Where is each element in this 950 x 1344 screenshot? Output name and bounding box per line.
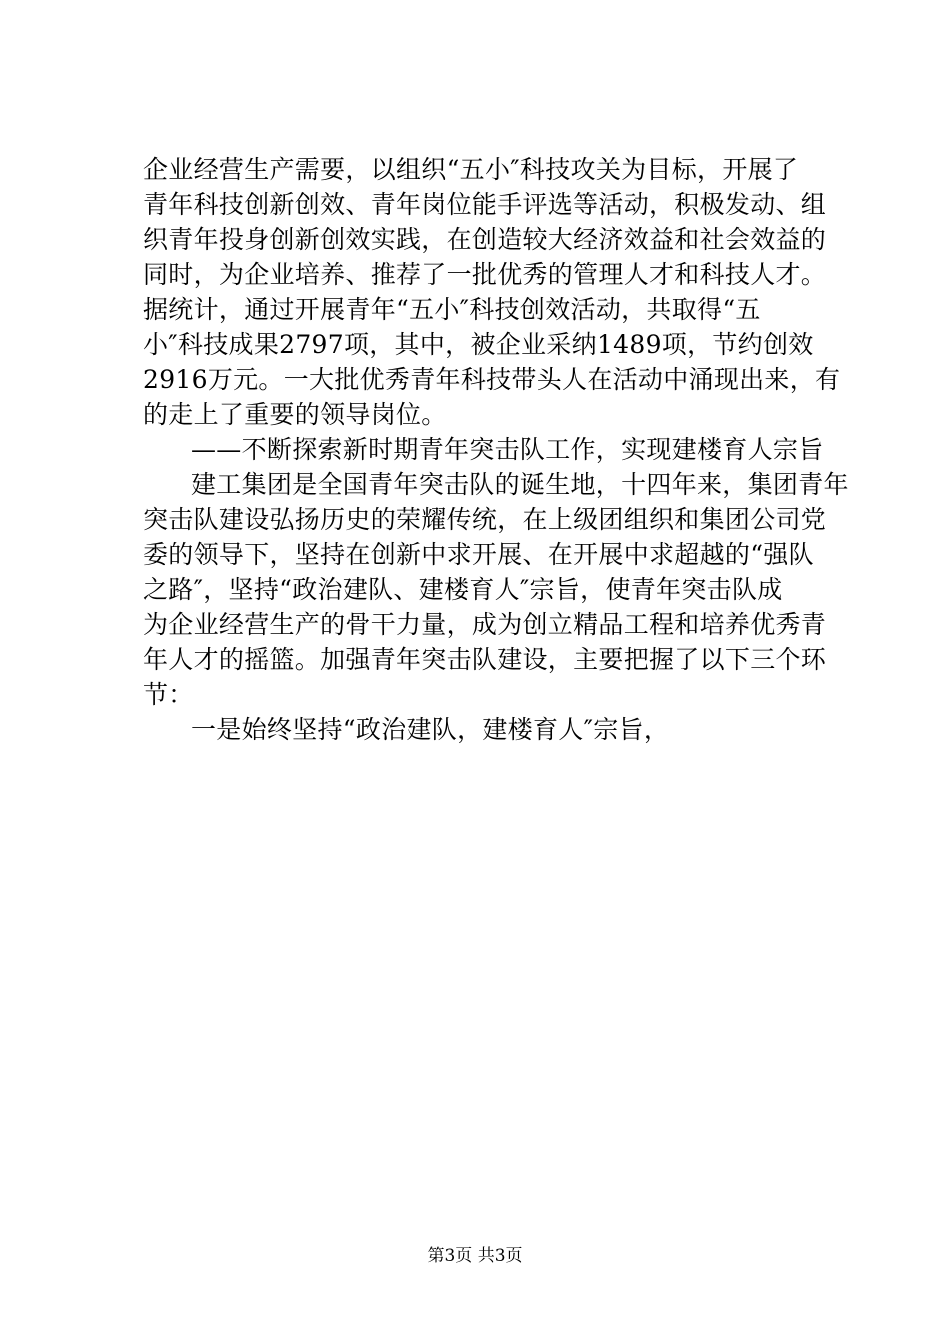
text-line: 2916万元。一大批优秀青年科技带头人在活动中涌现出来，有 [143, 365, 841, 394]
text-line: 突击队建设弘扬历史的荣耀传统，在上级团组织和集团公司党 [143, 505, 827, 534]
text-line: 年人才的摇篮。加强青年突击队建设，主要把握了以下三个环 [143, 645, 827, 674]
text-line: 委的领导下，坚持在创新中求开展、在开展中求超越的“强队 [143, 540, 814, 569]
text-line: 之路″，坚持“政治建队、建楼育人″宗旨，使青年突击队成 [143, 575, 783, 604]
text-line: 为企业经营生产的骨干力量，成为创立精品工程和培养优秀青 [143, 610, 827, 639]
page-number-footer: 第3页 共3页 [427, 1246, 523, 1266]
text-line: 的走上了重要的领导岗位。 [143, 400, 447, 429]
text-line: 织青年投身创新创效实践，在创造较大经济效益和社会效益的 [143, 225, 827, 254]
text-line: 建工集团是全国青年突击队的诞生地，十四年来，集团青年 [191, 470, 849, 499]
text-line: 企业经营生产需要，以组织“五小″科技攻关为目标，开展了 [143, 155, 799, 184]
text-line: 同时，为企业培养、推荐了一批优秀的管理人才和科技人才。 [143, 260, 827, 289]
text-line: 据统计，通过开展青年“五小″科技创效活动，共取得“五 [143, 295, 761, 324]
section-heading: ——不断探索新时期青年突击队工作，实现建楼育人宗旨 [191, 435, 824, 464]
text-line: 一是始终坚持“政治建队，建楼育人″宗旨， [191, 715, 670, 744]
text-line: 青年科技创新创效、青年岗位能手评选等活动，积极发动、组 [143, 190, 827, 219]
document-body [143, 152, 849, 747]
text-line: 小″科技成果2797项，其中，被企业采纳1489项，节约创效 [143, 330, 814, 359]
text-line: 节： [143, 680, 194, 709]
